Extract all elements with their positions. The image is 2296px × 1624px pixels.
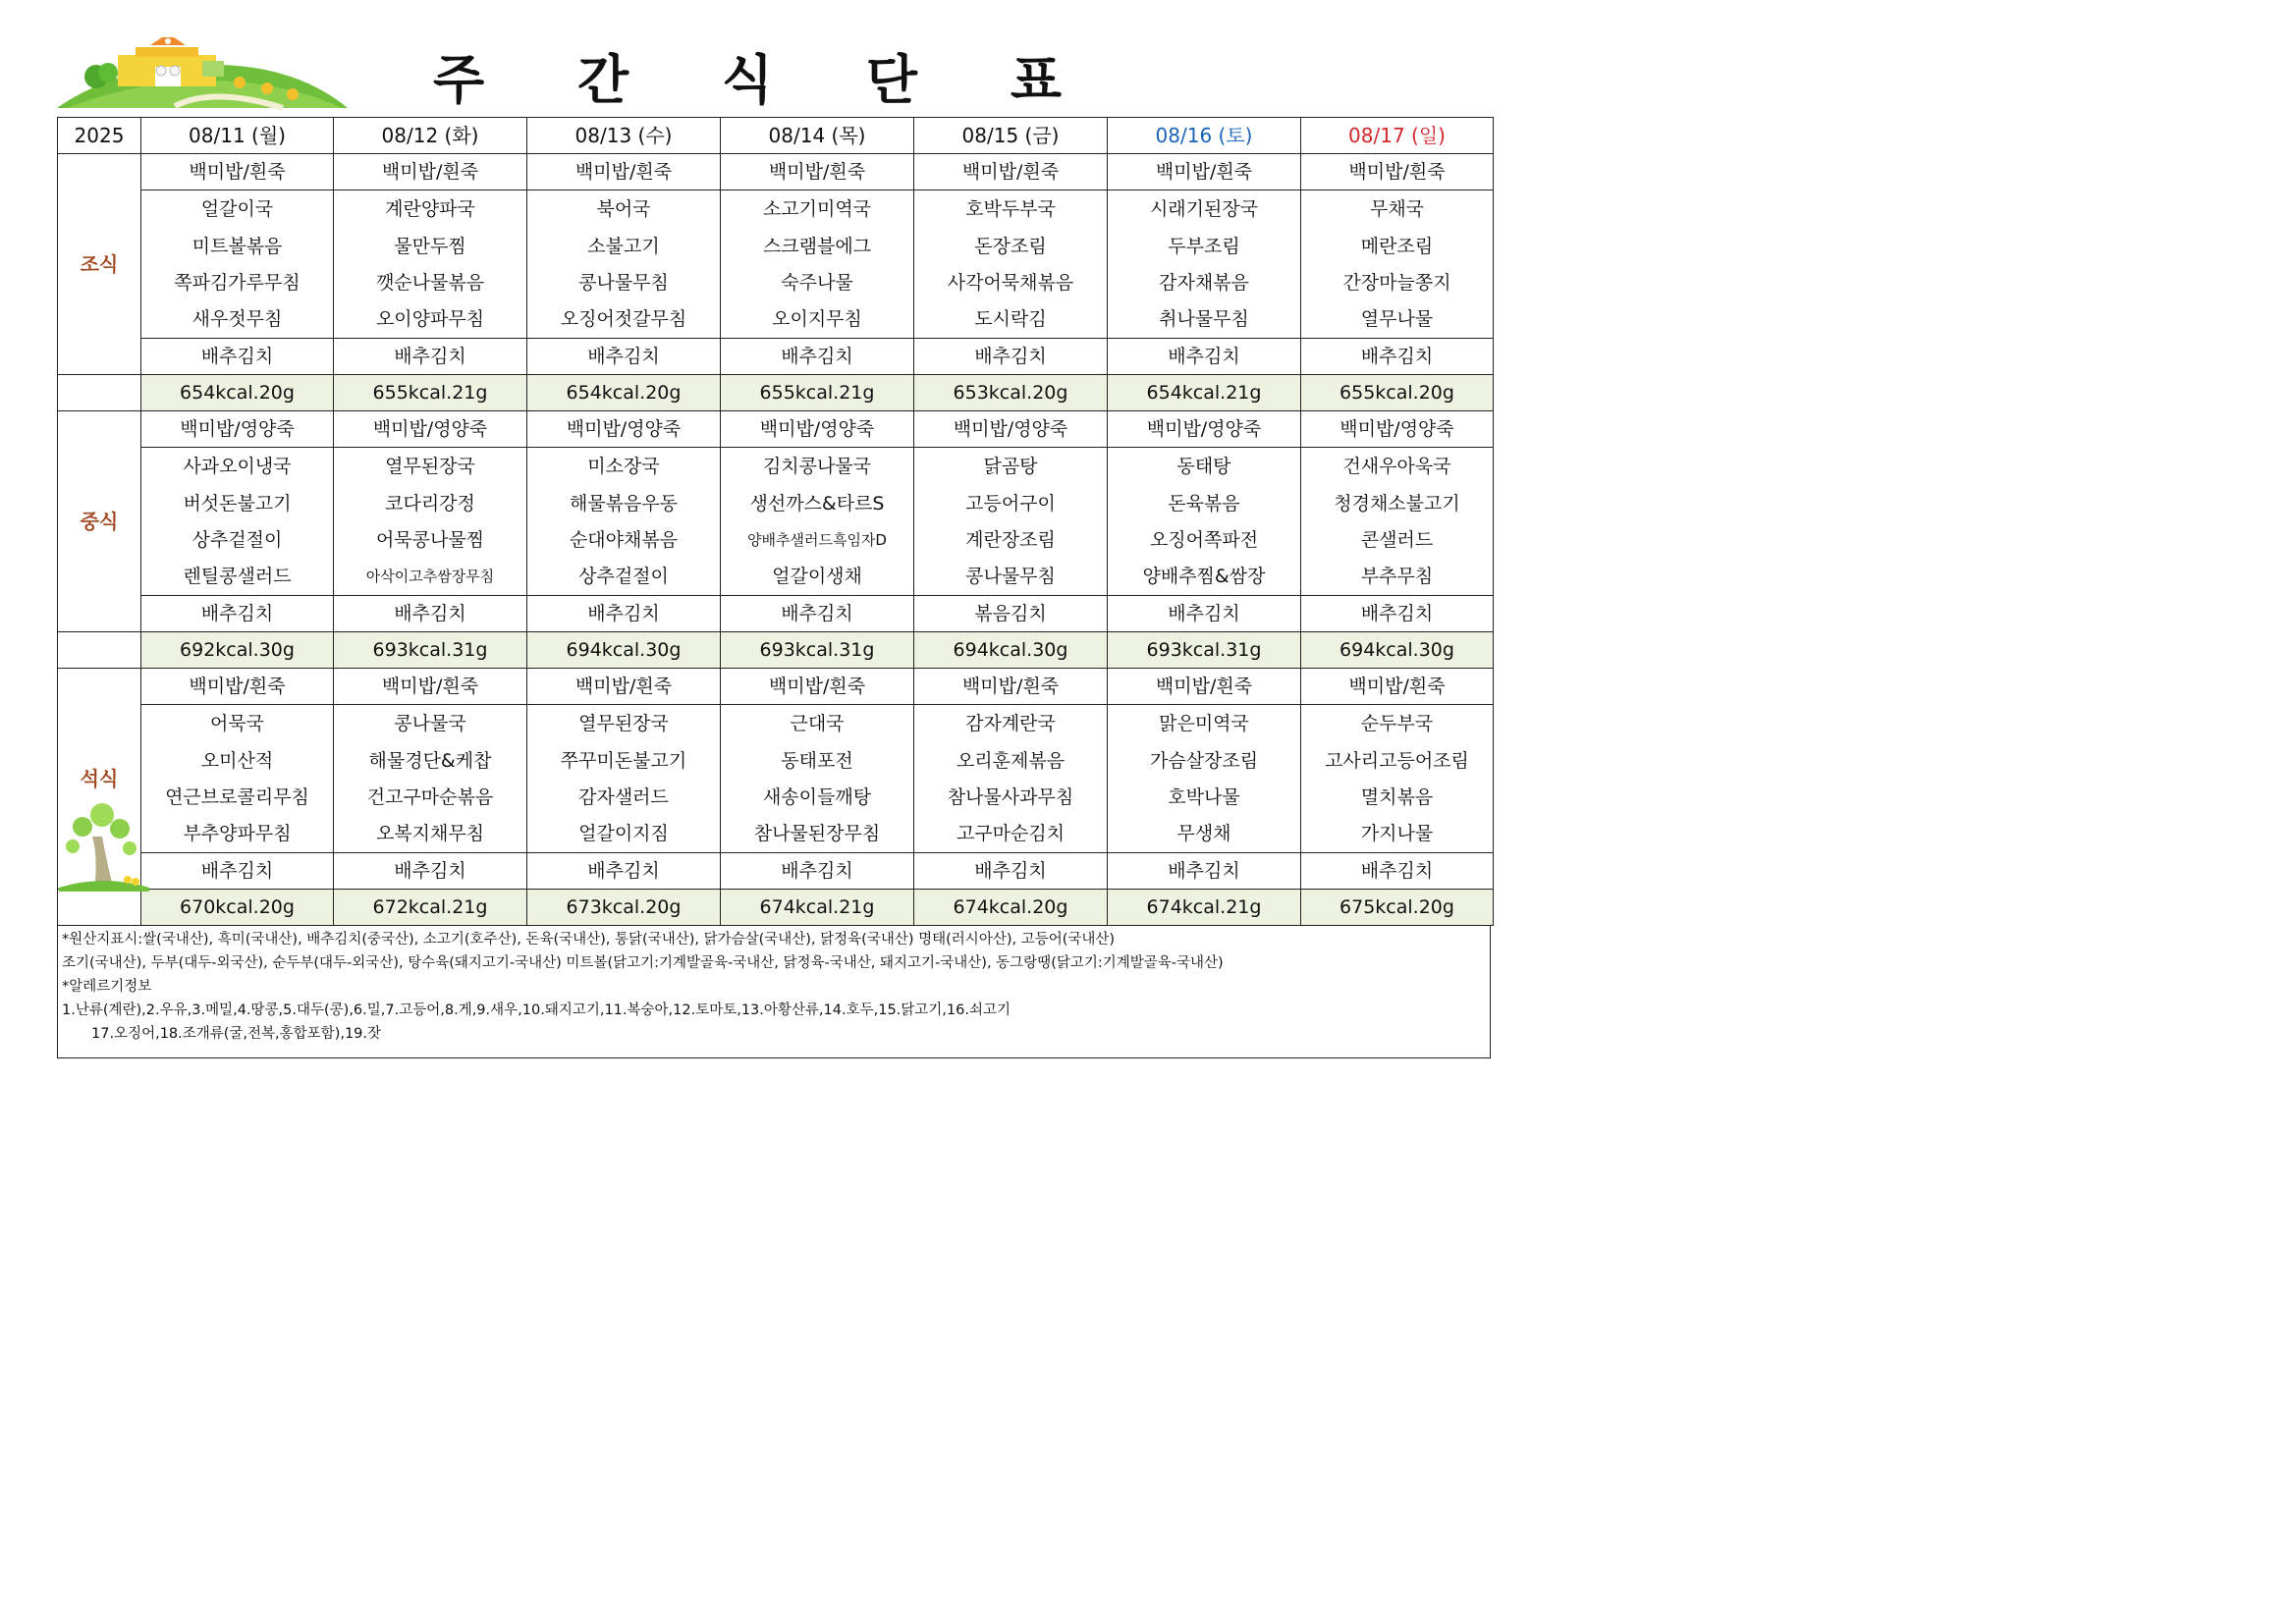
dish-cell: 콩나물무침 bbox=[914, 558, 1108, 596]
kimchi-cell: 볶음김치 bbox=[914, 596, 1108, 632]
dish-cell: 고등어구이 bbox=[914, 485, 1108, 521]
kcal-cell: 674kcal.21g bbox=[1108, 890, 1301, 926]
dish-cell: 양배추샐러드흑임자D bbox=[721, 521, 914, 558]
meal-row-dish bbox=[58, 300, 1494, 339]
kcal-cell: 675kcal.20g bbox=[1301, 890, 1494, 926]
staple-cell: 백미밥/영양죽 bbox=[721, 411, 914, 448]
dish-cell: 렌틸콩샐러드 bbox=[141, 558, 334, 596]
dish-cell: 청경채소불고기 bbox=[1301, 485, 1494, 521]
dish-cell: 상추겉절이 bbox=[141, 521, 334, 558]
meal-row-kimchi bbox=[58, 596, 1494, 632]
dish-cell: 얼갈이국 bbox=[141, 190, 334, 229]
meal-row-dish bbox=[58, 558, 1494, 596]
header-row bbox=[58, 118, 1494, 154]
dish-cell: 쭈꾸미돈불고기 bbox=[527, 742, 721, 779]
staple-cell: 백미밥/영양죽 bbox=[334, 411, 527, 448]
origin-note-2: 조기(국내산), 두부(대두-외국산), 순두부(대두-외국산), 탕수육(돼지고기-국내산) 미트볼(닭고기:기계발골육-국내산, 닭정육-국내산, 돼지고기-국내산), 동그랑땡(닭고기:기계발골육-국내산) bbox=[62, 955, 1224, 971]
meal-row-dish bbox=[58, 264, 1494, 300]
kcal-cell: 655kcal.20g bbox=[1301, 375, 1494, 411]
kcal-row bbox=[58, 890, 1494, 926]
meal-row-staple bbox=[58, 669, 1494, 705]
dish-cell: 해물볶음우동 bbox=[527, 485, 721, 521]
kcal-cell: 674kcal.21g bbox=[721, 890, 914, 926]
allergy-list-1: 1.난류(계란),2.우유,3.메밀,4.땅콩,5.대두(콩),6.밀,7.고등어,8.게,9.새우,10.돼지고기,11.복숭아,12.토마토,13.아황산류,14.호두,15.닭고기,16.쇠고기 bbox=[62, 1002, 1011, 1018]
staple-cell: 백미밥/흰죽 bbox=[141, 669, 334, 705]
dish-cell: 오이지무침 bbox=[721, 300, 914, 339]
kcal-empty-cell bbox=[58, 375, 141, 411]
dish-cell: 무생채 bbox=[1108, 815, 1301, 853]
dish-cell: 동태포전 bbox=[721, 742, 914, 779]
dish-cell: 호박두부국 bbox=[914, 190, 1108, 229]
dish-cell: 맑은미역국 bbox=[1108, 705, 1301, 743]
meal-row-dish bbox=[58, 521, 1494, 558]
kimchi-cell: 배추김치 bbox=[141, 596, 334, 632]
dish-cell: 오징어젓갈무침 bbox=[527, 300, 721, 339]
dish-cell: 열무된장국 bbox=[527, 705, 721, 743]
dish-cell: 부추양파무침 bbox=[141, 815, 334, 853]
kimchi-cell: 배추김치 bbox=[1301, 853, 1494, 890]
dish-cell: 참나물사과무침 bbox=[914, 779, 1108, 815]
dish-cell: 두부조림 bbox=[1108, 228, 1301, 264]
kimchi-cell: 배추김치 bbox=[721, 853, 914, 890]
kimchi-cell: 배추김치 bbox=[141, 853, 334, 890]
kimchi-cell: 배추김치 bbox=[527, 339, 721, 375]
day-header: 08/13 (수) bbox=[527, 118, 721, 154]
dish-cell: 도시락김 bbox=[914, 300, 1108, 339]
dish-cell: 오리훈제볶음 bbox=[914, 742, 1108, 779]
kcal-cell: 692kcal.30g bbox=[141, 632, 334, 669]
dish-cell: 돈육볶음 bbox=[1108, 485, 1301, 521]
kimchi-cell: 배추김치 bbox=[721, 596, 914, 632]
dish-cell: 양배추찜&쌈장 bbox=[1108, 558, 1301, 596]
dish-cell: 열무된장국 bbox=[334, 448, 527, 486]
day-header: 08/16 (토) bbox=[1108, 118, 1301, 154]
meal-row-staple bbox=[58, 154, 1494, 190]
dish-cell: 콘샐러드 bbox=[1301, 521, 1494, 558]
dish-cell: 소불고기 bbox=[527, 228, 721, 264]
dish-cell: 고구마순김치 bbox=[914, 815, 1108, 853]
meal-label: 석식 bbox=[58, 669, 141, 890]
dish-cell: 얼갈이생채 bbox=[721, 558, 914, 596]
year-cell: 2025 bbox=[58, 118, 141, 154]
dish-cell: 김치콩나물국 bbox=[721, 448, 914, 486]
kimchi-cell: 배추김치 bbox=[1108, 339, 1301, 375]
day-header: 08/14 (목) bbox=[721, 118, 914, 154]
dish-cell: 숙주나물 bbox=[721, 264, 914, 300]
kcal-cell: 654kcal.20g bbox=[527, 375, 721, 411]
dish-cell: 연근브로콜리무침 bbox=[141, 779, 334, 815]
day-header: 08/15 (금) bbox=[914, 118, 1108, 154]
meal-row-dish bbox=[58, 190, 1494, 229]
dish-cell: 얼갈이지짐 bbox=[527, 815, 721, 853]
staple-cell: 백미밥/흰죽 bbox=[721, 669, 914, 705]
meal-row-kimchi bbox=[58, 853, 1494, 890]
meal-row-kimchi bbox=[58, 339, 1494, 375]
origin-note-1: *원산지표시:쌀(국내산), 흑미(국내산), 배추김치(중국산), 소고기(호주산), 돈육(국내산), 통닭(국내산), 닭가슴살(국내산), 닭정육(국내산) 명태(러시아산), 고등어(국내산) bbox=[62, 932, 1116, 947]
dish-cell: 어묵국 bbox=[141, 705, 334, 743]
dish-cell: 콩나물국 bbox=[334, 705, 527, 743]
kimchi-cell: 배추김치 bbox=[334, 853, 527, 890]
kcal-cell: 674kcal.20g bbox=[914, 890, 1108, 926]
meal-row-dish bbox=[58, 705, 1494, 743]
dish-cell: 사과오이냉국 bbox=[141, 448, 334, 486]
kcal-cell: 655kcal.21g bbox=[721, 375, 914, 411]
kimchi-cell: 배추김치 bbox=[721, 339, 914, 375]
dish-cell: 소고기미역국 bbox=[721, 190, 914, 229]
dish-cell: 감자채볶음 bbox=[1108, 264, 1301, 300]
dish-cell: 계란장조림 bbox=[914, 521, 1108, 558]
dish-cell: 상추겉절이 bbox=[527, 558, 721, 596]
day-header: 08/12 (화) bbox=[334, 118, 527, 154]
dish-cell: 닭곰탕 bbox=[914, 448, 1108, 486]
kcal-empty-cell bbox=[58, 890, 141, 926]
dish-cell: 시래기된장국 bbox=[1108, 190, 1301, 229]
kimchi-cell: 배추김치 bbox=[914, 339, 1108, 375]
kcal-row bbox=[58, 632, 1494, 669]
dish-cell: 새우젓무침 bbox=[141, 300, 334, 339]
kimchi-cell: 배추김치 bbox=[334, 339, 527, 375]
kcal-cell: 694kcal.30g bbox=[1301, 632, 1494, 669]
dish-cell: 호박나물 bbox=[1108, 779, 1301, 815]
dish-cell: 돈장조림 bbox=[914, 228, 1108, 264]
kcal-cell: 653kcal.20g bbox=[914, 375, 1108, 411]
dish-cell: 깻순나물볶음 bbox=[334, 264, 527, 300]
kimchi-cell: 배추김치 bbox=[1301, 596, 1494, 632]
kcal-cell: 693kcal.31g bbox=[721, 632, 914, 669]
kimchi-cell: 배추김치 bbox=[527, 853, 721, 890]
staple-cell: 백미밥/영양죽 bbox=[1108, 411, 1301, 448]
dish-cell: 버섯돈불고기 bbox=[141, 485, 334, 521]
staple-cell: 백미밥/흰죽 bbox=[527, 154, 721, 190]
dish-cell: 북어국 bbox=[527, 190, 721, 229]
dish-cell: 생선까스&타르S bbox=[721, 485, 914, 521]
staple-cell: 백미밥/흰죽 bbox=[1301, 154, 1494, 190]
kcal-cell: 655kcal.21g bbox=[334, 375, 527, 411]
kcal-cell: 654kcal.20g bbox=[141, 375, 334, 411]
kcal-cell: 670kcal.20g bbox=[141, 890, 334, 926]
meal-row-dish bbox=[58, 742, 1494, 779]
dish-cell: 근대국 bbox=[721, 705, 914, 743]
kcal-cell: 654kcal.21g bbox=[1108, 375, 1301, 411]
dish-cell: 순두부국 bbox=[1301, 705, 1494, 743]
dish-cell: 오복지채무침 bbox=[334, 815, 527, 853]
meal-row-staple bbox=[58, 411, 1494, 448]
dish-cell: 무채국 bbox=[1301, 190, 1494, 229]
meal-row-dish bbox=[58, 485, 1494, 521]
staple-cell: 백미밥/흰죽 bbox=[914, 154, 1108, 190]
day-header: 08/11 (월) bbox=[141, 118, 334, 154]
notes-section bbox=[57, 926, 1491, 1058]
dish-cell: 오징어쪽파전 bbox=[1108, 521, 1301, 558]
dish-cell: 동태탕 bbox=[1108, 448, 1301, 486]
staple-cell: 백미밥/흰죽 bbox=[914, 669, 1108, 705]
kimchi-cell: 배추김치 bbox=[334, 596, 527, 632]
kcal-empty-cell bbox=[58, 632, 141, 669]
staple-cell: 백미밥/영양죽 bbox=[1301, 411, 1494, 448]
staple-cell: 백미밥/흰죽 bbox=[721, 154, 914, 190]
meal-row-dish bbox=[58, 228, 1494, 264]
staple-cell: 백미밥/흰죽 bbox=[334, 669, 527, 705]
staple-cell: 백미밥/영양죽 bbox=[141, 411, 334, 448]
kimchi-cell: 배추김치 bbox=[527, 596, 721, 632]
staple-cell: 백미밥/흰죽 bbox=[334, 154, 527, 190]
dish-cell: 오미산적 bbox=[141, 742, 334, 779]
kcal-cell: 693kcal.31g bbox=[1108, 632, 1301, 669]
kimchi-cell: 배추김치 bbox=[1301, 339, 1494, 375]
dish-cell: 미트볼볶음 bbox=[141, 228, 334, 264]
meal-label: 중식 bbox=[58, 411, 141, 632]
staple-cell: 백미밥/영양죽 bbox=[914, 411, 1108, 448]
staple-cell: 백미밥/흰죽 bbox=[1301, 669, 1494, 705]
dish-cell: 미소장국 bbox=[527, 448, 721, 486]
dish-cell: 사각어묵채볶음 bbox=[914, 264, 1108, 300]
dish-cell: 물만두찜 bbox=[334, 228, 527, 264]
tree-illustration bbox=[59, 797, 149, 892]
dish-cell: 멸치볶음 bbox=[1301, 779, 1494, 815]
dish-cell: 감자계란국 bbox=[914, 705, 1108, 743]
dish-cell: 쪽파김가루무침 bbox=[141, 264, 334, 300]
dish-cell: 순대야채볶음 bbox=[527, 521, 721, 558]
meal-row-dish bbox=[58, 815, 1494, 853]
dish-cell: 아삭이고추쌈장무침 bbox=[334, 558, 527, 596]
kcal-cell: 673kcal.20g bbox=[527, 890, 721, 926]
dish-cell: 부추무침 bbox=[1301, 558, 1494, 596]
meal-label: 조식 bbox=[58, 154, 141, 375]
dish-cell: 열무나물 bbox=[1301, 300, 1494, 339]
dish-cell: 계란양파국 bbox=[334, 190, 527, 229]
dish-cell: 해물경단&케찹 bbox=[334, 742, 527, 779]
staple-cell: 백미밥/영양죽 bbox=[527, 411, 721, 448]
dish-cell: 취나물무침 bbox=[1108, 300, 1301, 339]
dish-cell: 오이양파무침 bbox=[334, 300, 527, 339]
kcal-row bbox=[58, 375, 1494, 411]
dish-cell: 스크램블에그 bbox=[721, 228, 914, 264]
day-header: 08/17 (일) bbox=[1301, 118, 1494, 154]
kimchi-cell: 배추김치 bbox=[914, 853, 1108, 890]
kcal-cell: 694kcal.30g bbox=[914, 632, 1108, 669]
dish-cell: 메란조림 bbox=[1301, 228, 1494, 264]
kcal-cell: 672kcal.21g bbox=[334, 890, 527, 926]
meal-row-dish bbox=[58, 779, 1494, 815]
dish-cell: 가슴살장조림 bbox=[1108, 742, 1301, 779]
kcal-cell: 694kcal.30g bbox=[527, 632, 721, 669]
allergy-title: *알레르기정보 bbox=[62, 979, 152, 995]
dish-cell: 새송이들깨탕 bbox=[721, 779, 914, 815]
dish-cell: 감자샐러드 bbox=[527, 779, 721, 815]
staple-cell: 백미밥/흰죽 bbox=[527, 669, 721, 705]
kimchi-cell: 배추김치 bbox=[141, 339, 334, 375]
kimchi-cell: 배추김치 bbox=[1108, 853, 1301, 890]
staple-cell: 백미밥/흰죽 bbox=[1108, 154, 1301, 190]
staple-cell: 백미밥/흰죽 bbox=[141, 154, 334, 190]
kcal-cell: 693kcal.31g bbox=[334, 632, 527, 669]
allergy-list-2: 17.오징어,18.조개류(굴,전복,홍합포함),19.잣 bbox=[91, 1026, 382, 1042]
weekly-menu-table bbox=[57, 117, 1494, 926]
dish-cell: 간장마늘쫑지 bbox=[1301, 264, 1494, 300]
dish-cell: 건새우아욱국 bbox=[1301, 448, 1494, 486]
dish-cell: 어묵콩나물찜 bbox=[334, 521, 527, 558]
kimchi-cell: 배추김치 bbox=[1108, 596, 1301, 632]
dish-cell: 고사리고등어조림 bbox=[1301, 742, 1494, 779]
dish-cell: 가지나물 bbox=[1301, 815, 1494, 853]
meal-row-dish bbox=[58, 448, 1494, 486]
dish-cell: 건고구마순볶음 bbox=[334, 779, 527, 815]
staple-cell: 백미밥/흰죽 bbox=[1108, 669, 1301, 705]
dish-cell: 콩나물무침 bbox=[527, 264, 721, 300]
dish-cell: 참나물된장무침 bbox=[721, 815, 914, 853]
dish-cell: 코다리강정 bbox=[334, 485, 527, 521]
page-title: 주 간 식 단 표 bbox=[432, 49, 1100, 111]
